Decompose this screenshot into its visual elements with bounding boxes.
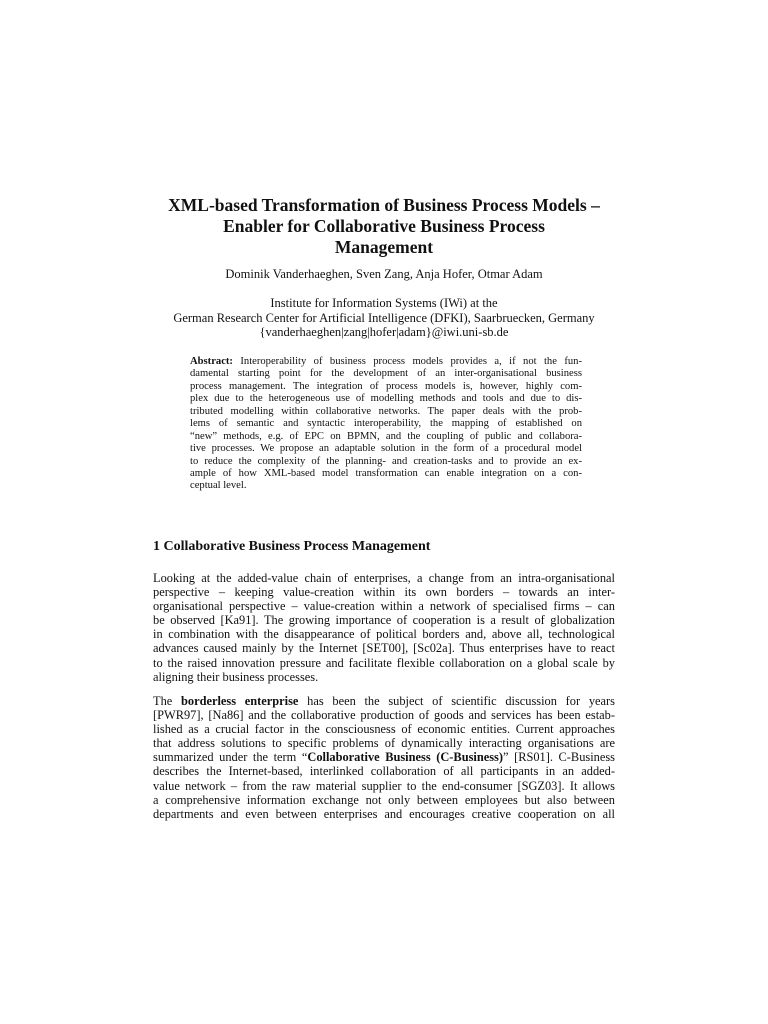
abstract-line: ample of how XML-based model transformation can enable integration on a con- [190, 467, 582, 479]
title-line: Management [334, 237, 434, 257]
affiliation [130, 296, 638, 340]
abstract-line: Abstract: Interoperability of business process models provides a, if not the fun- [190, 356, 582, 367]
paragraph-line: describes the Internet-based, interlinked collaboration of all participants in an added- [153, 764, 615, 779]
abstract-line: lems of semantic and syntactic interoperability, the mapping of established on [190, 418, 582, 430]
paragraph-line: to the raised innovation pressure and facilitate flexible collaboration on a global scale by [153, 655, 615, 670]
abstract [190, 356, 582, 493]
paragraph-line: [PWR97], [Na86] and the collaborative production of goods and services has been estab- [153, 708, 615, 723]
paragraph-line: summarized under the term “Collaborative Business (C-Business)” [RS01]. C-Business [153, 750, 615, 765]
paragraph-line: a comprehensive information exchange not only between employees but also between [153, 792, 615, 807]
paragraph-line: that address solutions to specific problems of dynamically interacting organisations are [153, 736, 615, 751]
affiliation-line: Institute for Information Systems (IWi) at the [270, 296, 498, 310]
section-heading: 1 Collaborative Business Process Management [153, 539, 431, 554]
paragraph-line: lished as a crucial factor in the consciousness of economic entities. Current approaches [153, 722, 615, 737]
paragraph-line: Looking at the added-value chain of enterprises, a change from an intra-organisational [153, 571, 615, 585]
paragraph-line: organisational perspective – value-creation within a network of specialised firms – can [153, 599, 615, 614]
abstract-line: to reduce the complexity of the planning- and creation-tasks and to provide an ex- [190, 455, 582, 467]
title-line: Enabler for Collaborative Business Process [223, 216, 545, 236]
abstract-line: process management. The integration of process models is, however, highly com- [190, 380, 582, 392]
body-paragraph [153, 694, 615, 821]
abstract-line: ceptual level. [190, 480, 247, 492]
abstract-label: Abstract: [190, 356, 233, 367]
body-paragraph [153, 571, 615, 684]
emphasis-term: Collaborative Business (C-Business) [307, 750, 504, 765]
paper-title [150, 195, 618, 258]
paragraph-line: The borderless enterprise has been the subject of scientific discussion for years [153, 694, 615, 708]
abstract-line: “new” methods, e.g. of EPC on BPMN, and the coupling of public and collabora- [190, 430, 582, 442]
abstract-line: tributed modelling within collaborative networks. The paper deals with the prob- [190, 405, 582, 417]
paragraph-line: value network – from the raw material supplier to the end-consumer [SGZ03]. It allows [153, 778, 615, 793]
abstract-line: plex due to the heterogeneous use of modelling methods and tools and due to dis- [190, 393, 582, 405]
paragraph-line: be observed [Ka91]. The growing importance of cooperation is a result of globalization [153, 613, 615, 628]
paragraph-line: in combination with the disappearance of political borders and, above all, technological [153, 627, 615, 642]
abstract-line: damental starting point for the development of an inter-organisational business [190, 368, 582, 380]
paragraph-line: advances caused mainly by the Internet [SET00], [Sc02a]. Thus enterprises have to react [153, 641, 615, 656]
affiliation-line: German Research Center for Artificial Intelligence (DFKI), Saarbruecken, Germany [173, 310, 595, 325]
author-emails: {vanderhaeghen|zang|hofer|adam}@iwi.uni-sb.de [259, 325, 509, 339]
title-line: XML-based Transformation of Business Process Models – [168, 195, 600, 215]
emphasis-term: borderless enterprise [180, 694, 299, 708]
paragraph-line: departments and even between enterprises and encourages creative cooperation on all [153, 806, 615, 821]
paragraph-line: aligning their business processes. [153, 669, 319, 684]
author-list: Dominik Vanderhaeghen, Sven Zang, Anja Hofer, Otmar Adam [225, 267, 543, 281]
paragraph-line: perspective – keeping value-creation within its own borders – towards an inter- [153, 585, 615, 600]
abstract-line: tive processes. We propose an adaptable solution in the form of a procedural model [190, 443, 582, 455]
